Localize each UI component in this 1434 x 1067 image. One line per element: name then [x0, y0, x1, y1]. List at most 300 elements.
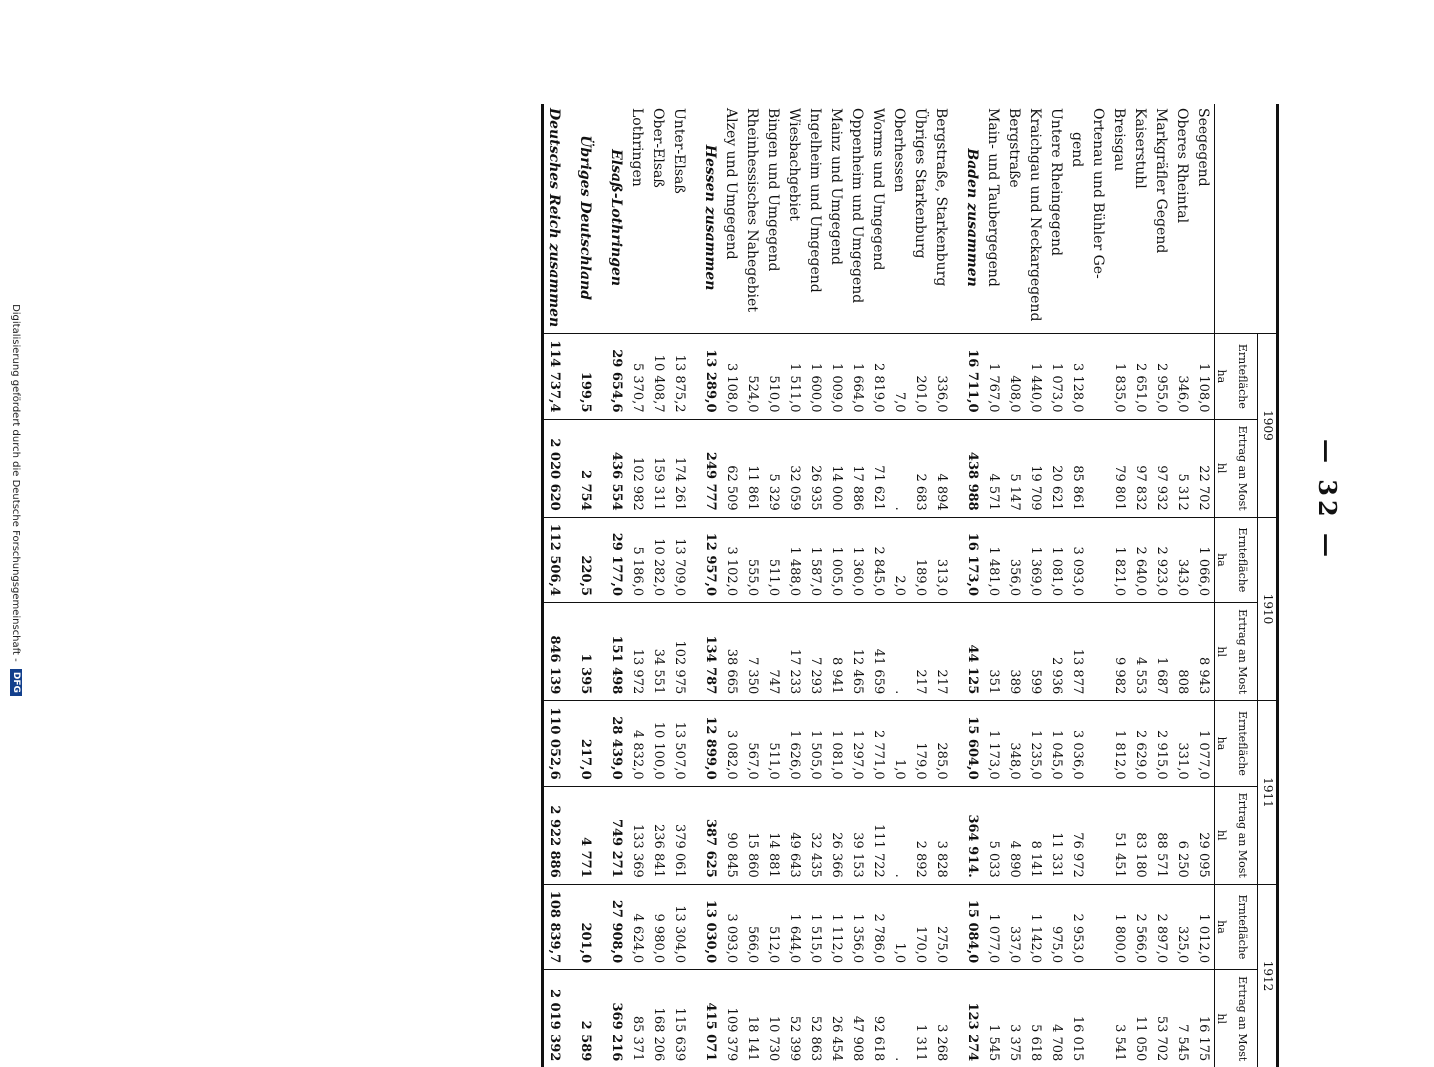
area-value: 12 957,0 [700, 517, 721, 602]
area-value: 1 626,0 [784, 701, 805, 786]
yield-value [1088, 419, 1109, 517]
area-value: 1 009,0 [826, 334, 847, 419]
table-row [983, 104, 1004, 1067]
total-row [606, 104, 627, 1067]
yield-header: Ertrag an Most [1227, 970, 1258, 1067]
yield-value: 88 571 [1151, 786, 1172, 884]
digitization-credit [10, 0, 22, 1000]
yield-value: 2 589 [575, 970, 596, 1067]
area-value: 112 506,4 [542, 517, 565, 602]
yield-value [952, 786, 962, 884]
yield-value: 32 059 [784, 419, 805, 517]
area-value: 313,0 [931, 517, 952, 602]
area-value: 28 439,0 [606, 701, 627, 786]
total-row [575, 104, 596, 1067]
area-value: 1 077,0 [1193, 701, 1215, 786]
area-value: 1 066,0 [1193, 517, 1215, 602]
table-row [763, 104, 784, 1067]
yield-value: 364 914. [962, 786, 983, 884]
area-value: 337,0 [1004, 884, 1025, 969]
area-value: 1 081,0 [1046, 517, 1067, 602]
yield-value: 808 [1172, 603, 1193, 701]
table-row [931, 104, 952, 1067]
region-name: Untere Rheingegend [1048, 108, 1065, 256]
yield-header: Ertrag an Most [1227, 603, 1258, 701]
yield-value: 389 [1004, 603, 1025, 701]
yield-value [596, 970, 606, 1067]
yield-value: 22 702 [1193, 419, 1215, 517]
yield-value: 11 331 [1046, 786, 1067, 884]
area-value: 110 052,6 [542, 701, 565, 786]
yield-value: 47 908 [847, 970, 868, 1067]
yield-value: 249 777 [700, 419, 721, 517]
area-value: 1 812,0 [1109, 701, 1130, 786]
yield-value: 2 936 [1046, 603, 1067, 701]
area-value [596, 517, 606, 602]
yield-value: 8 141 [1025, 786, 1046, 884]
yield-value: 369 216 [606, 970, 627, 1067]
region-name: Kraichgau und Neckargegend [1027, 108, 1044, 322]
area-value: 1 821,0 [1109, 517, 1130, 602]
yield-value: 44 125 [962, 603, 983, 701]
area-value [565, 701, 575, 786]
yield-value: 52 399 [784, 970, 805, 1067]
yield-value: 41 659 [868, 603, 889, 701]
yield-value: 4 771 [575, 786, 596, 884]
area-value: 1 045,0 [1046, 701, 1067, 786]
area-value: 13 289,0 [700, 334, 721, 419]
yield-value: 92 618 [868, 970, 889, 1067]
unit-hl: hl [1214, 419, 1227, 517]
yield-value: 17 233 [784, 603, 805, 701]
area-header: Erntefläche [1227, 884, 1258, 969]
total-row [542, 104, 565, 1067]
area-value: 566,0 [742, 884, 763, 969]
region-name [596, 104, 606, 334]
area-value: 1 515,0 [805, 884, 826, 969]
yield-value: 9 982 [1109, 603, 1130, 701]
yield-value: 4 553 [1130, 603, 1151, 701]
area-header: Erntefläche [1227, 701, 1258, 786]
area-value: 524,0 [742, 334, 763, 419]
region-name: Rheinhessisches Nahegebiet [744, 108, 761, 312]
area-value [690, 334, 700, 419]
region-name: Seegegend [1195, 108, 1212, 187]
area-value: 9 980,0 [648, 884, 669, 969]
area-value [1088, 701, 1109, 786]
yield-value: 76 972 [1067, 786, 1088, 884]
yield-value [690, 970, 700, 1067]
area-value: 2 897,0 [1151, 884, 1172, 969]
yield-value: 12 465 [847, 603, 868, 701]
spacer-row [952, 104, 962, 1067]
yield-value: 236 841 [648, 786, 669, 884]
yield-value: 51 451 [1109, 786, 1130, 884]
area-value [596, 701, 606, 786]
area-value: 13 507,0 [669, 701, 690, 786]
yield-value: 174 261 [669, 419, 690, 517]
yield-value: 18 141 [742, 970, 763, 1067]
region-name: Baden zusammen [964, 148, 981, 287]
area-value: 114 737,4 [542, 334, 565, 419]
unit-hl: hl [1214, 970, 1227, 1067]
area-value: 1 073,0 [1046, 334, 1067, 419]
area-value: 1,0 [889, 884, 910, 969]
yield-value: 38 665 [721, 603, 742, 701]
yield-value: 3 268 [931, 970, 952, 1067]
yield-value: 111 722 [868, 786, 889, 884]
yield-value: 19 709 [1025, 419, 1046, 517]
yield-value: 749 271 [606, 786, 627, 884]
yield-value: 10 730 [763, 970, 784, 1067]
area-value [952, 701, 962, 786]
area-value: 2 640,0 [1130, 517, 1151, 602]
area-value: 108 839,7 [542, 884, 565, 969]
yield-value [952, 603, 962, 701]
area-value: 1 012,0 [1193, 884, 1215, 969]
area-value: 1 488,0 [784, 517, 805, 602]
area-value: 3 108,0 [721, 334, 742, 419]
yield-value: 599 [1025, 603, 1046, 701]
region-name: Oppenheim und Umgegend [849, 108, 866, 304]
area-header: Erntefläche [1227, 334, 1258, 419]
area-value: 1 664,0 [847, 334, 868, 419]
table-row [1172, 104, 1193, 1067]
yield-value: 168 206 [648, 970, 669, 1067]
yield-value: 2 922 886 [542, 786, 565, 884]
page-number: — 32 — [1313, 438, 1342, 562]
yield-value: 7 293 [805, 603, 826, 701]
yield-value: 123 274 [962, 970, 983, 1067]
unit-ha: ha [1214, 517, 1227, 602]
table-row [1193, 104, 1215, 1067]
yield-value: 7 545 [1172, 970, 1193, 1067]
region-name [690, 104, 700, 334]
area-value: 1 108,0 [1193, 334, 1215, 419]
area-value: 1 440,0 [1025, 334, 1046, 419]
yield-value: 6 250 [1172, 786, 1193, 884]
yield-value: 85 861 [1067, 419, 1088, 517]
region-name: Ober-Elsaß [650, 108, 667, 188]
region-name: Kaiserstuhl [1132, 108, 1149, 189]
yield-value: 2 754 [575, 419, 596, 517]
yield-header: Ertrag an Most [1227, 419, 1258, 517]
yield-value: 29 095 [1193, 786, 1215, 884]
area-value: 325,0 [1172, 884, 1193, 969]
yield-value: 5 618 [1025, 970, 1046, 1067]
yield-value: 1 311 [910, 970, 931, 1067]
yield-value: 3 828 [931, 786, 952, 884]
region-name: Übriges Deutschland [577, 135, 594, 300]
yield-value [565, 970, 575, 1067]
yield-value: 115 639 [669, 970, 690, 1067]
yield-value: 4 890 [1004, 786, 1025, 884]
yield-value: 90 845 [721, 786, 742, 884]
area-value: 511,0 [763, 701, 784, 786]
area-value: 1 081,0 [826, 701, 847, 786]
area-value: 5 370,7 [627, 334, 648, 419]
area-value: 1 235,0 [1025, 701, 1046, 786]
area-value: 170,0 [910, 884, 931, 969]
area-value: 13 304,0 [669, 884, 690, 969]
yield-value: 11 861 [742, 419, 763, 517]
yield-value: 16 015 [1067, 970, 1088, 1067]
area-value: 2 923,0 [1151, 517, 1172, 602]
area-value [952, 517, 962, 602]
region-name: Ortenau und Bühler Ge- [1090, 108, 1107, 279]
yield-value: 14 881 [763, 786, 784, 884]
area-value: 16 711,0 [962, 334, 983, 419]
area-value: 29 654,6 [606, 334, 627, 419]
yield-value: 134 787 [700, 603, 721, 701]
yield-value [690, 419, 700, 517]
area-value: 343,0 [1172, 517, 1193, 602]
area-value [690, 701, 700, 786]
area-value: 13 709,0 [669, 517, 690, 602]
yield-value: 14 000 [826, 419, 847, 517]
yield-value: 7 350 [742, 603, 763, 701]
yield-value: . [889, 603, 910, 701]
area-value [690, 517, 700, 602]
yield-value: 17 886 [847, 419, 868, 517]
yield-value: 2 892 [910, 786, 931, 884]
area-value: 2 953,0 [1067, 884, 1088, 969]
dfg-logo: DFG [10, 669, 22, 696]
year-header: 1911 [1258, 701, 1278, 885]
table-row [1130, 104, 1151, 1067]
yield-value: . [889, 419, 910, 517]
region-name: Wiesbachgebiet [786, 108, 803, 221]
area-value: 1 360,0 [847, 517, 868, 602]
region-name: gend [1069, 132, 1086, 168]
yield-value: 34 551 [648, 603, 669, 701]
unit-hl: hl [1214, 786, 1227, 884]
yield-value: 39 153 [847, 786, 868, 884]
region-name: Lothringen [629, 108, 646, 187]
table-row [1067, 104, 1088, 1067]
yield-value: 53 702 [1151, 970, 1172, 1067]
yield-value: 2 683 [910, 419, 931, 517]
table-row [805, 104, 826, 1067]
yield-header: Ertrag an Most [1227, 786, 1258, 884]
yield-value: 159 311 [648, 419, 669, 517]
yield-value: 62 509 [721, 419, 742, 517]
region-name: Main- und Taubergegend [985, 108, 1002, 287]
area-value: 199,5 [575, 334, 596, 419]
unit-ha: ha [1214, 884, 1227, 969]
yield-value: 415 071 [700, 970, 721, 1067]
table-row [721, 104, 742, 1067]
table-row [868, 104, 889, 1067]
area-value: 3 093,0 [721, 884, 742, 969]
yield-value: 16 175 [1193, 970, 1215, 1067]
area-value: 511,0 [763, 517, 784, 602]
region-name: Breisgau [1111, 108, 1128, 172]
area-value: 1 297,0 [847, 701, 868, 786]
area-value: 15 604,0 [962, 701, 983, 786]
region-name: Bergstraße, Starkenburg [933, 108, 950, 287]
yield-value: 217 [931, 603, 952, 701]
yield-value: 52 863 [805, 970, 826, 1067]
region-name: Ingelheim und Umgegend [807, 108, 824, 293]
area-value: 1 767,0 [983, 334, 1004, 419]
yield-value: 13 877 [1067, 603, 1088, 701]
area-value: 12 899,0 [700, 701, 721, 786]
area-value: 3 082,0 [721, 701, 742, 786]
area-value: 29 177,0 [606, 517, 627, 602]
region-name: Hessen zusammen [702, 144, 719, 291]
region-header [1214, 104, 1277, 334]
area-value: 3 128,0 [1067, 334, 1088, 419]
area-value: 3 102,0 [721, 517, 742, 602]
yield-value: 11 050 [1130, 970, 1151, 1067]
yield-value [1088, 603, 1109, 701]
spacer-row [596, 104, 606, 1067]
area-value: 1 173,0 [983, 701, 1004, 786]
yield-value [690, 786, 700, 884]
area-value: 10 282,0 [648, 517, 669, 602]
yield-value: 32 435 [805, 786, 826, 884]
area-value: 510,0 [763, 334, 784, 419]
yield-value: 49 643 [784, 786, 805, 884]
region-name: Markgräfler Gegend [1153, 108, 1170, 254]
yield-value [952, 419, 962, 517]
yield-value [596, 786, 606, 884]
area-value: 1 800,0 [1109, 884, 1130, 969]
area-value: 1 505,0 [805, 701, 826, 786]
area-value [565, 884, 575, 969]
region-name: Worms und Umgegend [870, 108, 887, 271]
yield-value: 13 972 [627, 603, 648, 701]
area-value: 27 908,0 [606, 884, 627, 969]
area-value: 7,0 [889, 334, 910, 419]
area-value: 2,0 [889, 517, 910, 602]
yield-value: 71 621 [868, 419, 889, 517]
area-value: 179,0 [910, 701, 931, 786]
yield-value: 97 832 [1130, 419, 1151, 517]
area-value: 201,0 [575, 884, 596, 969]
area-value: 1 511,0 [784, 334, 805, 419]
area-value: 220,5 [575, 517, 596, 602]
yield-value: 4 708 [1046, 970, 1067, 1067]
area-value [596, 884, 606, 969]
area-value: 975,0 [1046, 884, 1067, 969]
area-value: 4 624,0 [627, 884, 648, 969]
yield-value [565, 603, 575, 701]
yield-value [1088, 786, 1109, 884]
yield-value: 5 312 [1172, 419, 1193, 517]
yield-value: 1 687 [1151, 603, 1172, 701]
region-name: Mainz und Umgegend [828, 108, 845, 265]
area-value: 567,0 [742, 701, 763, 786]
yield-value [596, 603, 606, 701]
area-value: 1 369,0 [1025, 517, 1046, 602]
area-value: 1 481,0 [983, 517, 1004, 602]
area-value: 2 771,0 [868, 701, 889, 786]
yield-value: 15 860 [742, 786, 763, 884]
yield-value: 2 019 392 [542, 970, 565, 1067]
table-row [1004, 104, 1025, 1067]
region-name [952, 104, 962, 334]
table-row [648, 104, 669, 1067]
yield-value: 846 139 [542, 603, 565, 701]
yield-value: 351 [983, 603, 1004, 701]
year-header: 1912 [1258, 884, 1278, 1067]
yield-value [1088, 970, 1109, 1067]
yield-value: 97 932 [1151, 419, 1172, 517]
yield-value [565, 419, 575, 517]
area-value: 2 786,0 [868, 884, 889, 969]
spacer-row [690, 104, 700, 1067]
area-value: 275,0 [931, 884, 952, 969]
spacer-row [565, 104, 575, 1067]
year-header: 1909 [1258, 334, 1278, 518]
area-value [690, 884, 700, 969]
wine-harvest-table [541, 104, 1279, 1067]
yield-value: 1 545 [983, 970, 1004, 1067]
yield-value: 79 801 [1109, 419, 1130, 517]
yield-value: 102 982 [627, 419, 648, 517]
table-row [1151, 104, 1172, 1067]
area-value: 1 600,0 [805, 334, 826, 419]
yield-value: 3 541 [1109, 970, 1130, 1067]
total-row [962, 104, 983, 1067]
area-value [565, 334, 575, 419]
area-value: 512,0 [763, 884, 784, 969]
area-value: 15 084,0 [962, 884, 983, 969]
yield-value: 8 941 [826, 603, 847, 701]
area-value: 2 915,0 [1151, 701, 1172, 786]
table-row [1109, 104, 1130, 1067]
yield-value [952, 970, 962, 1067]
yield-value: 5 033 [983, 786, 1004, 884]
table-row [669, 104, 690, 1067]
area-value: 189,0 [910, 517, 931, 602]
yield-value: 8 943 [1193, 603, 1215, 701]
table-row [1025, 104, 1046, 1067]
area-value: 3 093,0 [1067, 517, 1088, 602]
yield-value: 5 147 [1004, 419, 1025, 517]
area-value [952, 884, 962, 969]
yield-value [690, 603, 700, 701]
yield-value: 26 454 [826, 970, 847, 1067]
unit-ha: ha [1214, 334, 1227, 419]
yield-value: 109 379 [721, 970, 742, 1067]
area-value: 3 036,0 [1067, 701, 1088, 786]
yield-value: 151 498 [606, 603, 627, 701]
region-name: Übriges Starkenburg [912, 108, 929, 259]
table-row [742, 104, 763, 1067]
area-value [1088, 517, 1109, 602]
region-name: Alzey und Umgegend [723, 108, 740, 260]
area-value: 346,0 [1172, 334, 1193, 419]
table-row [910, 104, 931, 1067]
yield-value: 438 988 [962, 419, 983, 517]
area-value: 1 835,0 [1109, 334, 1130, 419]
yield-value: 436 554 [606, 419, 627, 517]
area-value: 1 142,0 [1025, 884, 1046, 969]
yield-value: 217 [910, 603, 931, 701]
region-name: Bingen und Umgegend [765, 108, 782, 272]
table-row [826, 104, 847, 1067]
yield-value: 4 571 [983, 419, 1004, 517]
area-value: 217,0 [575, 701, 596, 786]
region-name: Elsaß-Lothringen [608, 149, 625, 287]
area-value: 13 875,2 [669, 334, 690, 419]
area-value: 1 644,0 [784, 884, 805, 969]
yield-value [565, 786, 575, 884]
yield-value: 83 180 [1130, 786, 1151, 884]
